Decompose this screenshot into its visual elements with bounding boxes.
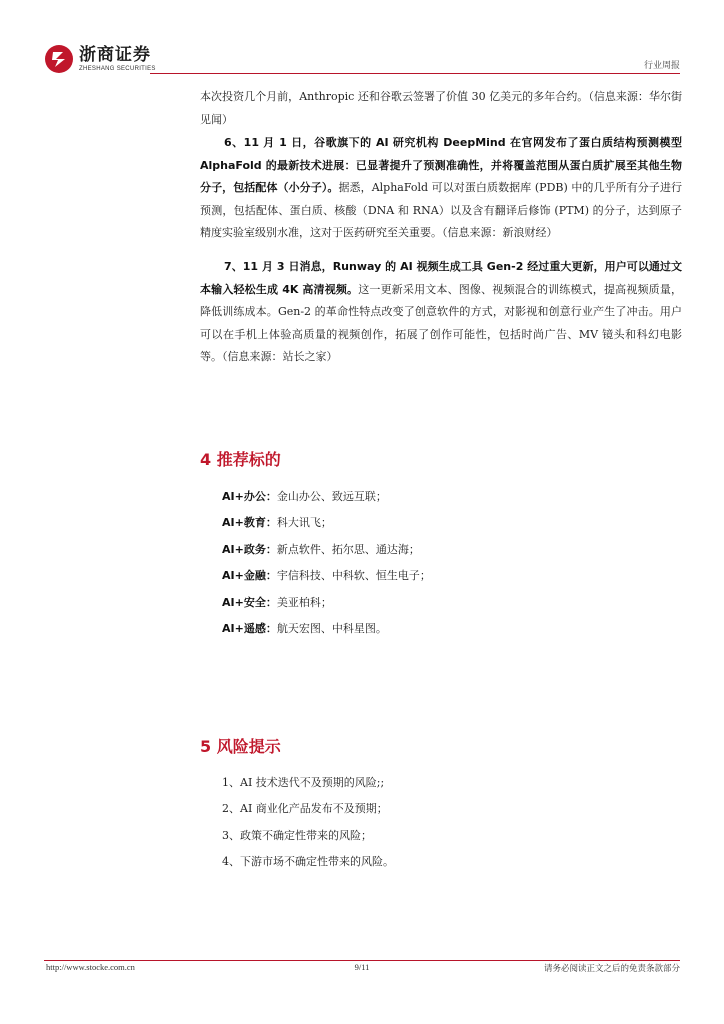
header-divider <box>150 73 680 74</box>
logo-english-name: ZHESHANG SECURITIES <box>79 66 156 72</box>
paragraph-bold-lead-cont: 轻松生成 4K 高清视频。 <box>233 282 359 296</box>
list-item <box>222 590 431 616</box>
report-type-label: 行业周报 <box>643 61 680 71</box>
recommendation-companies: 金山办公、致远互联； <box>276 490 387 503</box>
recommendation-category: AI+安全： <box>222 595 277 609</box>
recommendation-category: AI+政务： <box>222 542 277 556</box>
list-item: 3、政策不确定性带来的风险； <box>222 828 372 842</box>
list-item: 1、AI 技术迭代不及预期的风险;; <box>222 776 385 789</box>
recommendation-category: AI+教育： <box>222 516 277 530</box>
recommendation-companies: 美亚柏科； <box>276 595 332 609</box>
recommendation-category: AI+金融： <box>222 569 277 583</box>
paragraph-text: 本次投资几个月前，Anthropic 还和谷歌云签署了价值 30 亿美元的多年合约。（信息来源：华尔街见闻） <box>200 90 682 126</box>
paragraph-text: 据悉，AlphaFold 可以对蛋白质数据库 (PDB) 中的几乎所有分子进行预测，包括配体、蛋白质、核酸（DNA 和 RNA）以及含有翻译后修饰 (PTM) 的分子，达到原子精度实验室级别水准，这对于医药研究至关重要。（信息来源：新浪财经） <box>200 181 683 239</box>
recommendation-companies: 宇信科技、中科软、恒生电子； <box>276 569 431 583</box>
paragraph-text: 这一更新采用文本、图像、视频混合的训练模式，提高视频质量，降低训练成本。Gen-2 的革命性特点改变了创意软件的方式，对影视和创意行业产生了冲击。用户可以在手机上体验高质量的视频创作，拓展了创作可能性，包括时尚广告、MV 镜头和科幻电影等。（信息来源：站长之家） <box>200 282 683 363</box>
paragraph-deepmind <box>200 132 682 245</box>
paragraph-bold-lead: 7、11 月 3 日消息，Runway 的 AI 视频生成工具 Gen-2 经过重大更新，用户可以通过文本输入 <box>200 260 682 296</box>
risk-list <box>222 770 394 876</box>
zheshang-logo-icon <box>44 44 74 74</box>
list-item <box>222 537 431 563</box>
list-item: 2、AI 商业化产品发布不及预期； <box>222 802 388 816</box>
recommendation-category: AI+办公： <box>222 490 277 503</box>
recommendation-companies: 航天宏图、中科星图。 <box>276 621 387 635</box>
list-item <box>222 616 431 642</box>
list-item <box>222 563 431 589</box>
list-item: 4、下游市场不确定性带来的风险。 <box>222 855 394 869</box>
recommendation-companies: 科大讯飞； <box>276 516 332 530</box>
section-heading-risks: 5 风险提示 <box>200 737 281 756</box>
page-number: 9/11 <box>354 962 370 972</box>
company-logo <box>44 44 156 74</box>
footer-website-link[interactable]: http://www.stocke.com.cn <box>46 962 135 972</box>
recommendation-companies: 新点软件、拓尔思、通达海； <box>276 542 420 556</box>
recommendation-list <box>222 484 431 642</box>
recommendation-category: AI+遥感： <box>222 621 277 635</box>
paragraph-runway <box>200 256 682 369</box>
footer-disclaimer: 请务必阅读正文之后的免责条款部分 <box>543 964 680 974</box>
section-heading-recommendations: 4 推荐标的 <box>200 450 281 469</box>
paragraph-anthropic <box>200 86 682 131</box>
list-item <box>222 510 431 536</box>
paragraph-bold-lead: 6、11 月 1 日，谷歌旗下的 AI 研究机构 DeepMind 在官网发布了蛋白质结构预测模型 AlphaFold 的最新技术进展：已显著提升了预测准确性，并将覆盖范围从蛋白质扩展至其他生物分子，包括配体（小分子）。 <box>200 136 682 194</box>
list-item <box>222 484 431 510</box>
footer-divider <box>44 960 680 961</box>
logo-name: 浙商证券 <box>79 45 151 65</box>
